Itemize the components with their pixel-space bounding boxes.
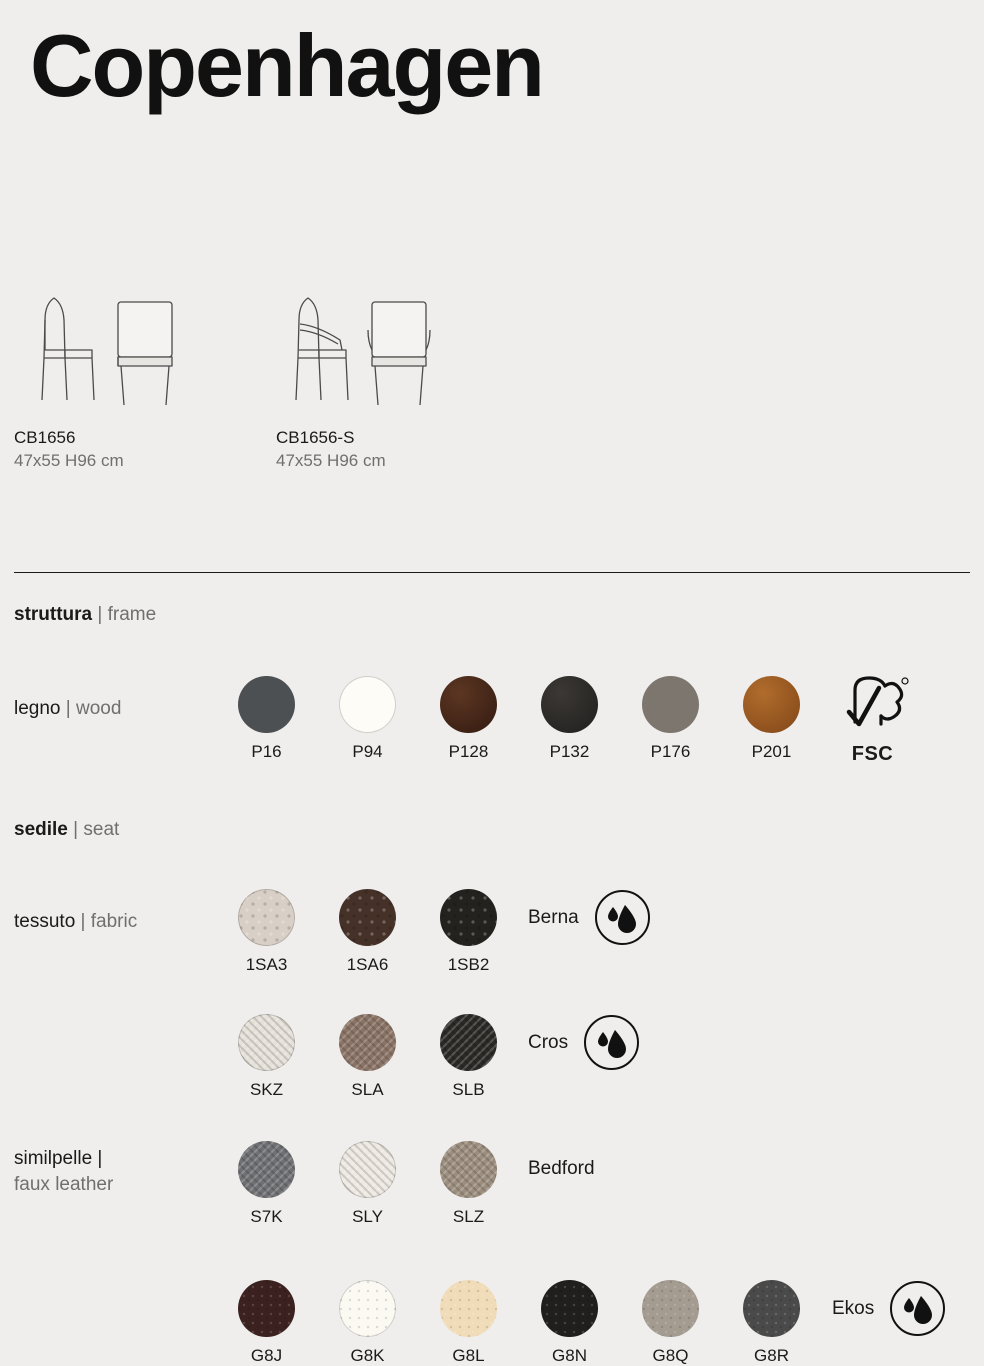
swatch-code: SLZ (452, 1207, 485, 1226)
swatch-item[interactable] (317, 1141, 418, 1227)
fabric-family-cros (528, 1015, 639, 1070)
swatch-color[interactable] (339, 1014, 396, 1071)
row-label-it: tessuto (14, 911, 76, 932)
swatch-code: G8L (452, 1346, 485, 1365)
swatch-item[interactable] (317, 1014, 418, 1100)
fsc-tree-logo-icon (835, 672, 911, 741)
swatch-color[interactable] (339, 676, 396, 733)
row-label-en: | fabric (80, 911, 138, 932)
swatch-color[interactable] (238, 889, 295, 946)
swatch-item[interactable] (418, 676, 519, 762)
row-label-en: faux leather (14, 1173, 114, 1195)
swatch-color[interactable] (440, 1141, 497, 1198)
water-drop-icon (584, 1015, 639, 1070)
swatch-code: P132 (549, 742, 590, 761)
row-label-it: similpelle | (14, 1148, 103, 1169)
swatch-color[interactable] (238, 1014, 295, 1071)
swatch-item[interactable] (418, 1141, 519, 1227)
swatch-color[interactable] (743, 1280, 800, 1337)
swatch-code: P94 (352, 742, 383, 761)
model-dimensions: 47x55 H96 cm (276, 450, 386, 470)
swatch-code: S7K (250, 1207, 283, 1226)
section-title-en: | frame (97, 604, 157, 625)
swatch-item[interactable] (620, 1280, 721, 1366)
swatch-code: G8Q (652, 1346, 689, 1365)
swatch-item[interactable] (620, 676, 721, 762)
swatch-item[interactable] (216, 889, 317, 975)
section-title-it: sedile (14, 819, 68, 840)
swatch-code: P201 (751, 742, 792, 761)
swatch-code: P16 (251, 742, 282, 761)
swatch-color[interactable] (238, 676, 295, 733)
chair-side-front-outline-icon (14, 280, 276, 415)
swatch-color[interactable] (339, 889, 396, 946)
section-title-en: | seat (73, 819, 120, 840)
swatch-item[interactable] (317, 676, 418, 762)
fsc-label: FSC (851, 743, 894, 765)
swatch-code: SLY (352, 1207, 383, 1226)
swatch-code: P176 (650, 742, 691, 761)
swatch-color[interactable] (238, 1141, 295, 1198)
swatch-row-wood (216, 676, 822, 762)
family-name: Ekos (832, 1297, 875, 1319)
armchair-side-front-outline-icon (276, 280, 538, 415)
swatch-item[interactable] (418, 889, 519, 975)
swatch-code: SLA (351, 1080, 384, 1099)
model-code: CB1656 (14, 428, 76, 447)
swatch-code: G8N (552, 1346, 587, 1365)
section-title-frame (14, 605, 156, 624)
product-sheet (0, 16, 984, 1366)
section-title-seat (14, 820, 119, 839)
swatch-item[interactable] (317, 889, 418, 975)
section-title-it: struttura (14, 604, 93, 625)
swatch-item[interactable] (216, 1141, 317, 1227)
swatch-item[interactable] (519, 676, 620, 762)
swatch-item[interactable] (721, 676, 822, 762)
family-name: Berna (528, 906, 579, 928)
swatch-color[interactable] (339, 1280, 396, 1337)
fabric-family-bedford (528, 1158, 595, 1180)
fsc-badge (822, 672, 923, 766)
list-item (276, 280, 538, 473)
swatch-color[interactable] (440, 1280, 497, 1337)
divider (14, 572, 970, 573)
swatch-code: 1SA3 (245, 955, 288, 974)
water-drop-icon (595, 890, 650, 945)
swatch-item[interactable] (418, 1280, 519, 1366)
swatch-item[interactable] (216, 1014, 317, 1100)
swatch-color[interactable] (440, 676, 497, 733)
row-label-it: legno (14, 698, 61, 719)
family-name: Cros (528, 1031, 569, 1053)
swatch-code: SLB (452, 1080, 485, 1099)
swatch-code: 1SA6 (346, 955, 389, 974)
swatch-color[interactable] (642, 676, 699, 733)
swatch-code: 1SB2 (447, 955, 490, 974)
swatch-code: G8R (754, 1346, 789, 1365)
swatch-code: G8J (250, 1346, 283, 1365)
list-item (14, 280, 276, 473)
swatch-color[interactable] (339, 1141, 396, 1198)
family-name: Bedford (528, 1158, 595, 1179)
row-label-fabric (14, 909, 214, 935)
fabric-family-berna (528, 890, 650, 945)
swatch-color[interactable] (642, 1280, 699, 1337)
swatch-color[interactable] (440, 889, 497, 946)
swatch-code: SKZ (249, 1080, 284, 1099)
page-title: Copenhagen (30, 16, 543, 115)
swatch-code: P128 (448, 742, 489, 761)
model-dimensions: 47x55 H96 cm (14, 450, 124, 470)
swatch-item[interactable] (519, 1280, 620, 1366)
swatch-row-cros (216, 1014, 519, 1100)
swatch-item[interactable] (317, 1280, 418, 1366)
swatch-row-ekos (216, 1280, 822, 1366)
swatch-item[interactable] (418, 1014, 519, 1100)
row-label-faux-leather (14, 1146, 214, 1197)
swatch-color[interactable] (238, 1280, 295, 1337)
swatch-row-bedford (216, 1141, 519, 1227)
swatch-row-berna (216, 889, 519, 975)
model-code: CB1656-S (276, 428, 355, 447)
swatch-color[interactable] (743, 676, 800, 733)
swatch-color[interactable] (541, 1280, 598, 1337)
swatch-item[interactable] (721, 1280, 822, 1366)
row-label-en: | wood (65, 698, 122, 719)
swatch-color[interactable] (440, 1014, 497, 1071)
swatch-code: G8K (350, 1346, 385, 1365)
swatch-item[interactable] (216, 1280, 317, 1366)
swatch-item[interactable] (216, 676, 317, 762)
model-list (14, 280, 538, 473)
fabric-family-ekos (832, 1281, 945, 1336)
swatch-color[interactable] (541, 676, 598, 733)
water-drop-icon (890, 1281, 945, 1336)
row-label-wood (14, 696, 214, 722)
